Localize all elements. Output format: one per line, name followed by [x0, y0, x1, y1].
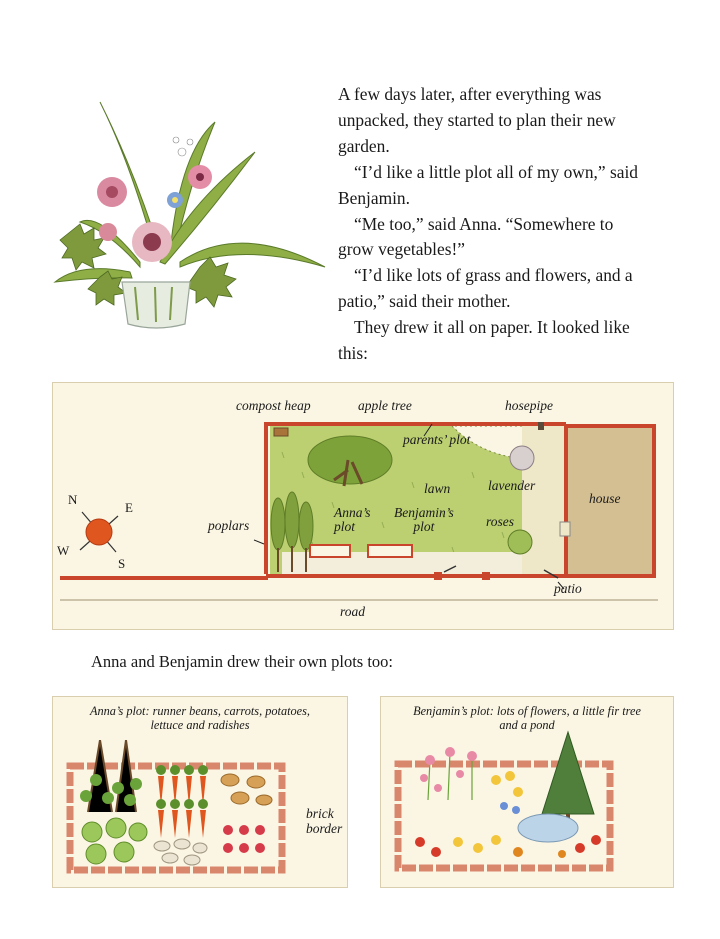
plots-caption: Anna and Benjamin drew their own plots too:: [91, 652, 393, 671]
annas-plot-caption-line1: Anna’s plot: runner beans, carrots, potatoes,: [90, 704, 310, 718]
brick-border-label: [306, 806, 342, 836]
compass-s: S: [118, 556, 126, 571]
story-paragraph: “Me too,” said Anna. “Somewhere to grow vegetables!”: [338, 213, 614, 260]
compass-e: E: [125, 500, 133, 515]
label-roses: roses: [486, 514, 515, 529]
label-patio: patio: [554, 581, 582, 596]
annas-plot-drawing: [66, 740, 288, 876]
brick-border-label-line1: brick: [306, 806, 334, 821]
label-annas-plot-line2: plot: [334, 519, 356, 534]
label-house: house: [589, 491, 621, 506]
label-annas-plot: [334, 506, 371, 534]
annas-plot-caption: [56, 704, 344, 732]
brick-border-label-line2: border: [306, 821, 343, 836]
label-compost-heap: compost heap: [236, 398, 311, 413]
story-paragraph: “I’d like a little plot all of my own,” said Benjamin.: [338, 161, 638, 208]
label-benjamins-plot-line1: Benjamin’s: [394, 505, 454, 520]
benjamins-plot-caption-line1: Benjamin’s plot: lots of flowers, a little fir tree: [413, 704, 641, 718]
story-paragraph: They drew it all on paper. It looked like this:: [338, 317, 630, 364]
story-text: [338, 82, 638, 367]
label-road: road: [340, 604, 366, 619]
label-benjamins-plot-line2: plot: [413, 519, 435, 534]
flower-bouquet-illustration: [40, 92, 332, 332]
label-lavender: lavender: [488, 478, 536, 493]
story-paragraph: A few days later, after everything was unpacked, they started to plan their new garden.: [338, 84, 616, 156]
label-hosepipe: hosepipe: [505, 398, 553, 413]
label-benjamins-plot: [394, 506, 454, 534]
benjamins-plot-caption-line2: and a pond: [499, 718, 555, 732]
benjamins-plot-caption: [384, 704, 670, 732]
label-apple-tree: apple tree: [358, 398, 412, 413]
annas-plot-caption-line2: lettuce and radishes: [150, 718, 250, 732]
label-lawn: lawn: [424, 481, 451, 496]
label-annas-plot-line1: Anna’s: [334, 505, 371, 520]
label-parents-plot: parents’ plot: [403, 432, 471, 447]
story-paragraph: “I’d like lots of grass and flowers, and a patio,” said their mother.: [338, 265, 633, 312]
benjamins-plot-drawing: [392, 730, 618, 876]
label-poplars: poplars: [208, 518, 250, 533]
compass-w: W: [57, 543, 70, 558]
compass-icon: [80, 512, 118, 552]
compass-n: N: [68, 492, 78, 507]
